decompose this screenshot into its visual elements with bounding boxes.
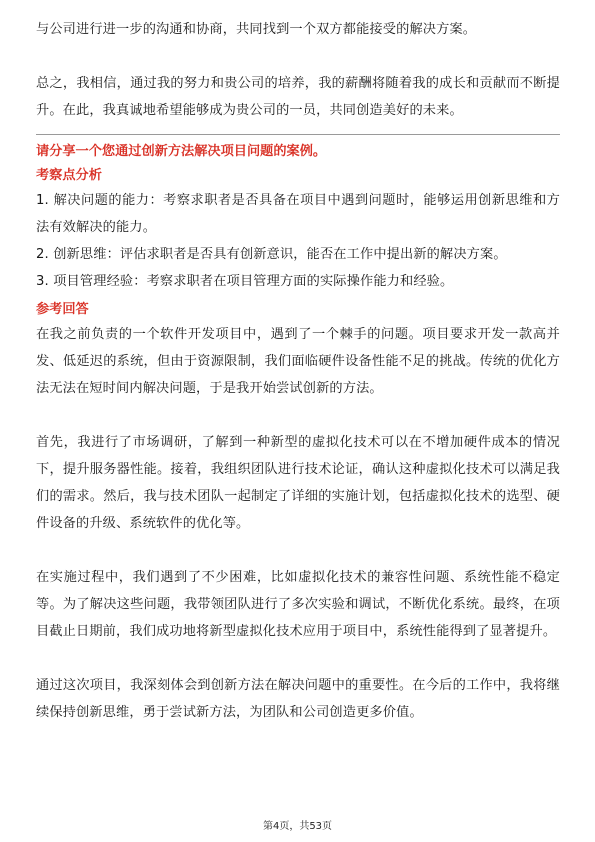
document-page [36, 0, 560, 726]
analysis-item-2: 2. 创新思维：评估求职者是否具有创新意识，能否在工作中提出新的解决方案。 [36, 247, 507, 262]
answer-paragraph-1: 在我之前负责的一个软件开发项目中，遇到了一个棘手的问题。项目要求开发一款高并发、低延迟的系统，但由于资源限制，我们面临硬件设备性能不足的挑战。传统的优化方法无法在短时间内解决问题，于是我开始尝试创新的方法。 [36, 327, 560, 396]
analysis-item-3: 3. 项目管理经验：考察求职者在项目管理方面的实际操作能力和经验。 [36, 274, 454, 289]
intro-paragraph-1: 与公司进行进一步的沟通和协商，共同找到一个双方都能接受的解决方案。 [36, 22, 477, 37]
answer-paragraph-4: 通过这次项目，我深刻体会到创新方法在解决问题中的重要性。在今后的工作中，我将继续保持创新思维，勇于尝试新方法，为团队和公司创造更多价值。 [36, 678, 560, 720]
analysis-item-1: 1. 解决问题的能力：考察求职者是否具备在项目中遇到问题时，能够运用创新思维和方法有效解决的能力。 [36, 193, 560, 235]
analysis-heading: 考察点分析 [36, 168, 102, 183]
answer-paragraph-3: 在实施过程中，我们遇到了不少困难，比如虚拟化技术的兼容性问题、系统性能不稳定等。为了解决这些问题，我带领团队进行了多次实验和调试，不断优化系统。最终，在项目截止日期前，我们成功地将新型虚拟化技术应用于项目中，系统性能得到了显著提升。 [36, 570, 560, 639]
answer-paragraph-2: 首先，我进行了市场调研，了解到一种新型的虚拟化技术可以在不增加硬件成本的情况下，提升服务器性能。接着，我组织团队进行技术论证，确认这种虚拟化技术可以满足我们的需求。然后，我与技术团队一起制定了详细的实施计划，包括虚拟化技术的选型、硬件设备的升级、系统软件的优化等。 [36, 435, 560, 531]
question-title: 请分享一个您通过创新方法解决项目问题的案例。 [36, 134, 560, 163]
intro-paragraph-2: 总之，我相信，通过我的努力和贵公司的培养，我的薪酬将随着我的成长和贡献而不断提升。在此，我真诚地希望能够成为贵公司的一员，共同创造美好的未来。 [36, 76, 560, 118]
page-number-footer: 第4页，共53页 [262, 821, 333, 832]
answer-heading: 参考回答 [36, 302, 89, 317]
